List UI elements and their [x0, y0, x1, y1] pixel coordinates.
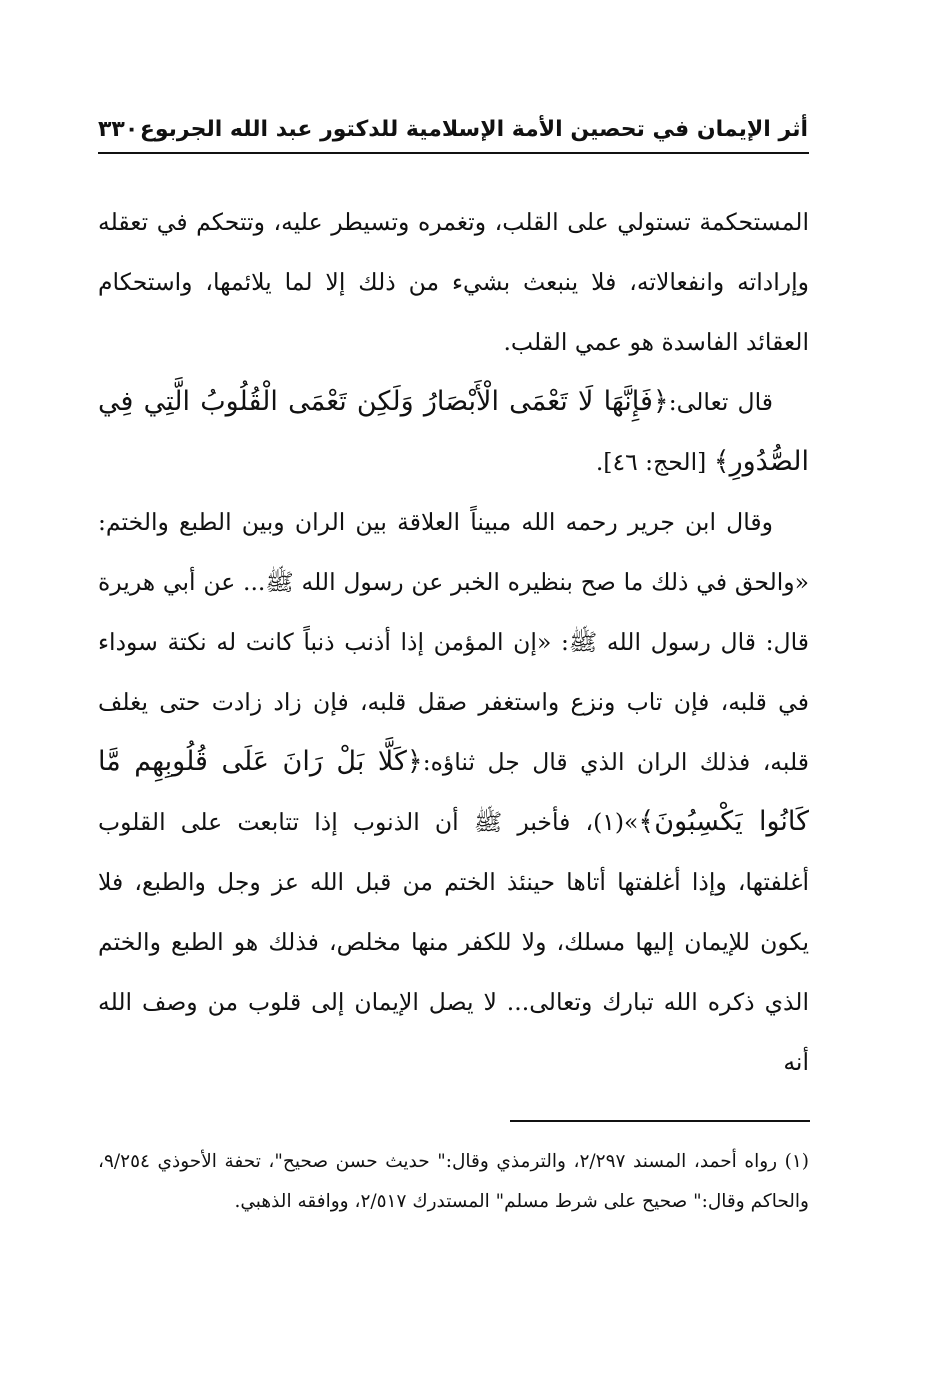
header-divider	[98, 152, 809, 154]
paragraph-1: المستحكمة تستولي على القلب، وتغمره وتسيطر عليه، وتتحكم في تعقله وإراداته وانفعالاته، فلا ينبعث بشيء من ذلك إلا لما يلائمها، واستحكام العقائد الفاسدة هو عمي القلب.	[98, 208, 809, 356]
quran-verse-hajj: ﴿فَإِنَّهَا لَا تَعْمَى الْأَبْصَارُ وَلَكِن تَعْمَى الْقُلُوبُ الَّتِي فِي الصُّدُورِ﴾	[98, 386, 809, 477]
verse-reference: [الحج: ٤٦].	[595, 448, 707, 476]
footnote-1: (١) رواه أحمد، المسند ٢/٢٩٧، والترمذي وقال:" حديث حسن صحيح"، تحفة الأحوذي ٩/٢٥٤، والحاكم وقال:" صحيح على شرط مسلم" المستدرك ٢/٥١٧، ووافقه الذهبي.	[98, 1151, 810, 1212]
running-header	[98, 110, 808, 152]
paragraph-2-intro: قال تعالى:	[668, 388, 774, 416]
main-text	[98, 192, 809, 1092]
header-title: أثر الإيمان في تحصين الأمة الإسلامية للدكتور عبد الله الجربوع	[139, 117, 808, 142]
paragraph-3-text: وقال ابن جرير رحمه الله مبيناً العلاقة بين الران وبين الطبع والختم: «والحق في ذلك ما صح بنظيره الخبر عن رسول الله ﷺ... عن أبي هريرة قال: قال رسول الله ﷺ: «إن المؤمن إذا أذنب ذنباً كانت له نكتة سوداء في قلبه، فإن تاب ونزع واستغفر صقل قلبه، فإن زاد زادت حتى يغلف قلبه، فذلك الران الذي قال جل ثناؤه:	[98, 508, 809, 776]
paragraph-3-continuation: »(١)، فأخبر ﷺ أن الذنوب إذا تتابعت على القلوب أغلفتها، وإذا أغلفتها أتاها حينئذ الختم من قبل الله عز وجل والطبع، فلا يكون للإيمان إليها مسلك، ولا للكفر منها مخلص، فذلك هو الطبع والختم الذي ذكره الله تبارك وتعالى... لا يصل الإيمان إلى قلوب من وصف الله أنه	[98, 808, 809, 1076]
footnotes	[98, 1142, 809, 1222]
page-number: ٣٣٠	[98, 117, 139, 142]
footnote-divider	[510, 1120, 810, 1122]
quran-verse-mutaffifin: ﴿كَلَّا بَلْ رَانَ عَلَى قُلُوبِهِم مَّا كَانُوا يَكْسِبُونَ﴾	[98, 746, 809, 837]
paragraph-2	[98, 372, 809, 492]
paragraph-3	[98, 492, 809, 1092]
